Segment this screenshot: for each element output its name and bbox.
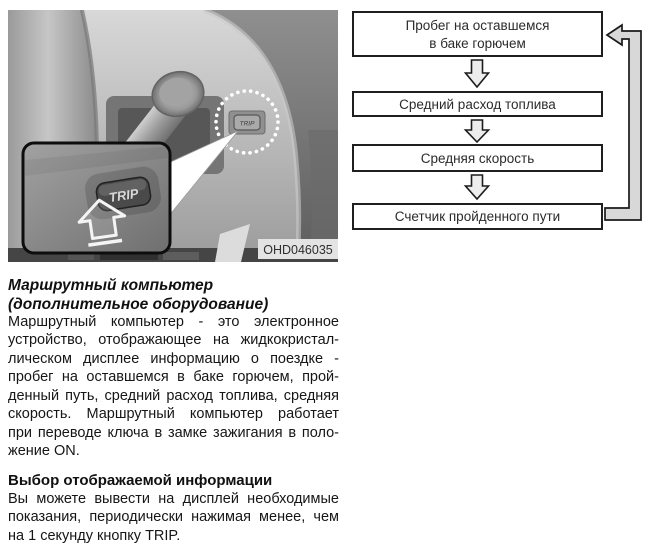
flow-box-avg-speed: Средняя скорость	[352, 144, 603, 172]
section-heading-display-selection: Выбор отображаемой информации	[8, 472, 273, 489]
down-arrow-icon	[466, 120, 489, 142]
band-texture	[163, 252, 199, 260]
paragraph-line: Вы можете вывести на дисплей необходимые	[8, 491, 339, 507]
paragraph-line: устройство, отображающее на жидкокристал-	[8, 332, 339, 349]
trip-computer-flowchart	[350, 9, 650, 237]
flow-box-line: в баке горючем	[429, 36, 526, 51]
paragraph-line: при переводе ключа в замке зажигания в поло-	[8, 424, 339, 441]
image-code-label: OHD046035	[263, 243, 333, 257]
flow-box-avg-consumption: Средний расход топлива	[352, 91, 603, 117]
down-arrow-icon	[466, 175, 489, 199]
flow-box-range	[352, 11, 603, 57]
loop-back-arrow-icon	[605, 25, 641, 220]
paragraph-line: скорость. Маршрутный компьютер работает	[8, 406, 339, 423]
photo-illustration	[8, 10, 338, 262]
trip-button-photo-figure	[8, 10, 338, 262]
heading-line: (дополнительное оборудование)	[8, 296, 269, 313]
flow-box-line: Пробег на оставшемся	[405, 18, 550, 33]
trip-button-small-label: TRIP	[239, 120, 255, 128]
heading-line: Маршрутный компьютер	[8, 277, 214, 294]
trip-button-inset-label: TRIP	[107, 185, 140, 206]
paragraph-line: показания, периодически нажимая менее, чем	[8, 509, 339, 526]
paragraph-line: жение ON.	[8, 443, 80, 460]
section-heading-trip-computer	[8, 276, 340, 314]
down-arrow-icon	[466, 60, 489, 87]
paragraph-line: денный путь, средний расход топлива, средняя	[8, 387, 339, 404]
paragraph-display-selection	[8, 491, 339, 546]
paragraph-line: лическом дисплее информацию о поездке -	[8, 350, 339, 367]
paragraph-trip-computer	[8, 314, 339, 462]
paragraph-line: Маршрутный компьютер - это электронное	[8, 314, 339, 330]
paragraph-line: на 1 секунду кнопку TRIP.	[8, 527, 181, 544]
flow-box-tripmeter: Счетчик пройденного пути	[352, 203, 603, 230]
paragraph-line: пробег на оставшемся в баке горючем, прой-	[8, 369, 339, 386]
